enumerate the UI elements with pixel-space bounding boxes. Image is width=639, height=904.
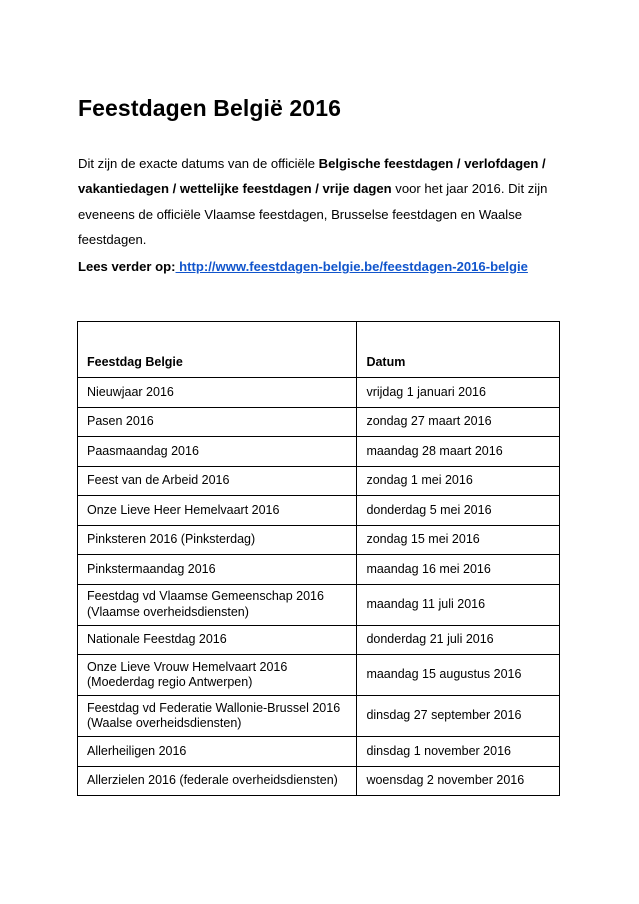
holiday-date-cell: maandag 16 mei 2016 <box>357 555 560 585</box>
intro-text-end: voor het jaar 2016. Dit zijn eveneens de officiële Vlaamse feestdagen, Brusselse feestdagen en Waalse feestdagen. <box>78 181 548 247</box>
holiday-name: Feest van de Arbeid 2016 <box>87 473 230 487</box>
read-more-label: Lees verder op: <box>78 259 176 274</box>
holiday-name-cell <box>78 625 357 655</box>
holiday-date-cell: maandag 28 maart 2016 <box>357 437 560 467</box>
table-header-row <box>78 322 560 378</box>
intro-bold-text: Belgische feestdagen / verlofdagen / vakantiedagen / wettelijke feestdagen / vrije dagen <box>78 156 546 197</box>
holiday-date-cell: donderdag 21 juli 2016 <box>357 625 560 655</box>
holiday-name: Pasen 2016 <box>87 414 154 428</box>
table-row <box>78 496 560 526</box>
holiday-date-cell: donderdag 5 mei 2016 <box>357 496 560 526</box>
table-row <box>78 625 560 655</box>
holiday-name: Paasmaandag 2016 <box>87 443 199 458</box>
table-row <box>78 407 560 437</box>
holiday-date-cell: zondag 27 maart 2016 <box>357 407 560 437</box>
holiday-name-cell <box>78 766 357 796</box>
holiday-date-cell: zondag 1 mei 2016 <box>357 466 560 496</box>
table-row <box>78 378 560 408</box>
table-row <box>78 737 560 767</box>
holiday-name-cell <box>78 584 357 625</box>
holiday-name: Feestdag vd Federatie Wallonie-Brussel 2016 <box>87 700 341 715</box>
column-header-holiday: Feestdag Belgie <box>78 322 357 378</box>
holiday-name-cell <box>78 737 357 767</box>
holiday-name: Allerzielen 2016 (federale overheidsdiensten) <box>87 773 338 787</box>
column-header-date: Datum <box>357 322 560 378</box>
holiday-name: Onze Lieve Vrouw Hemelvaart 2016 <box>87 659 288 674</box>
table-row <box>78 437 560 467</box>
holiday-name: Nieuwjaar 2016 <box>87 384 174 399</box>
intro-paragraph <box>78 151 562 252</box>
holiday-name: Pinkstermaandag 2016 <box>87 561 216 576</box>
holiday-note: (Moederdag regio Antwerpen) <box>87 675 253 689</box>
holiday-date-cell: dinsdag 1 november 2016 <box>357 737 560 767</box>
holiday-name-cell <box>78 496 357 526</box>
holiday-name-cell <box>78 525 357 555</box>
holiday-name-cell <box>78 466 357 496</box>
table-body <box>78 378 560 796</box>
holiday-date-cell: woensdag 2 november 2016 <box>357 766 560 796</box>
table-row <box>78 584 560 625</box>
holiday-name: Allerheiligen 2016 <box>87 743 187 758</box>
holiday-name: Onze Lieve Heer Hemelvaart 2016 <box>87 502 280 517</box>
read-more-link[interactable]: http://www.feestdagen-belgie.be/feestdagen-2016-belgie <box>175 259 528 274</box>
holiday-note: (Waalse overheidsdiensten) <box>87 716 242 730</box>
table-row <box>78 655 560 696</box>
holiday-name-cell <box>78 696 357 737</box>
holiday-name-cell <box>78 655 357 696</box>
intro-text-start: Dit zijn de exacte datums van de officiële <box>78 156 319 171</box>
holiday-name: Pinksteren 2016 (Pinksterdag) <box>87 532 256 546</box>
holiday-name-cell <box>78 555 357 585</box>
table-row <box>78 696 560 737</box>
holiday-name-cell <box>78 407 357 437</box>
holiday-date-cell: zondag 15 mei 2016 <box>357 525 560 555</box>
holiday-date-cell: maandag 11 juli 2016 <box>357 584 560 625</box>
holiday-name-cell <box>78 378 357 408</box>
holiday-name-cell <box>78 437 357 467</box>
holiday-date-cell: dinsdag 27 september 2016 <box>357 696 560 737</box>
page-title: Feestdagen België 2016 <box>78 95 341 121</box>
holiday-name: Nationale Feestdag 2016 <box>87 632 227 646</box>
table-row <box>78 766 560 796</box>
holiday-note: (Vlaamse overheidsdiensten) <box>87 604 249 619</box>
table-row <box>78 466 560 496</box>
table-row <box>78 555 560 585</box>
holiday-date-cell: maandag 15 augustus 2016 <box>357 655 560 696</box>
holiday-date-cell: vrijdag 1 januari 2016 <box>357 378 560 408</box>
holidays-table <box>77 321 560 796</box>
table-row <box>78 525 560 555</box>
read-more-line <box>78 259 528 274</box>
holiday-name: Feestdag vd Vlaamse Gemeenschap 2016 <box>87 589 324 603</box>
